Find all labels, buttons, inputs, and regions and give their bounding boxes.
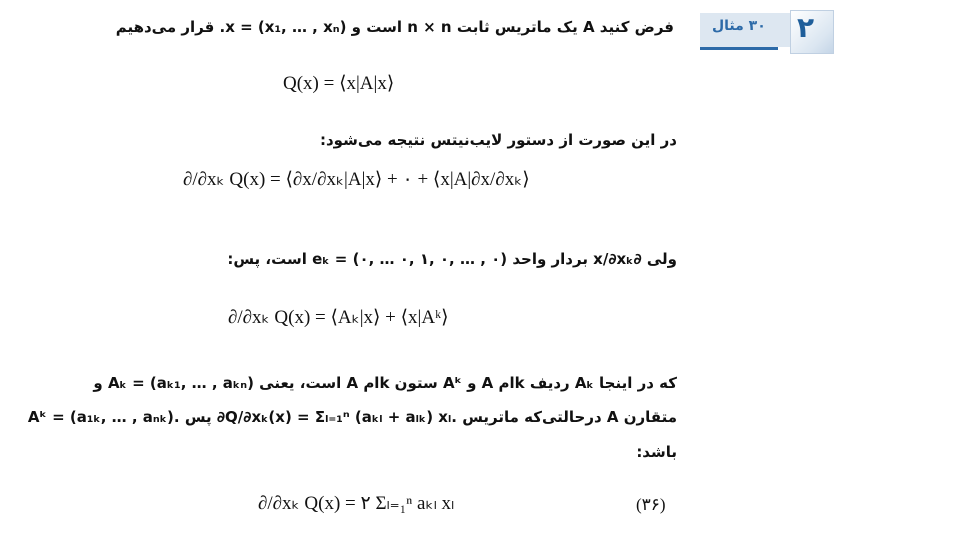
- equation-2: [183, 168, 530, 191]
- equation-3: [228, 306, 449, 329]
- example-underline: [700, 47, 778, 50]
- chapter-number: ۲: [797, 11, 815, 44]
- equation-4: [258, 492, 454, 515]
- equation-2-text: ∂/∂xₖ Q(x) = ⟨∂x/∂xₖ|A|x⟩ + ۰ + ⟨x|A|∂x/∂xₖ⟩: [183, 169, 530, 190]
- equation-1: [283, 72, 394, 95]
- paragraph-line-5: Aᵏ = (a₁ₖ, … , aₙₖ). پس ∂Q/∂xₖ(x) = Σₗ₌₁ⁿ (aₖₗ + aₗₖ) xₗ. درحالتی‌که ماتریس A متقارن: [27, 408, 677, 426]
- paragraph-line-2: در این صورت از دستور لایب‌نیتس نتیجه می‌شود:: [319, 131, 677, 149]
- paragraph-line-3: ولی ∂x/∂xₖ بردار واحد eₖ = (۰, … ۰, ۱, ۰, … , ۰) است، پس:: [227, 250, 677, 268]
- equation-3-text: ∂/∂xₖ Q(x) = ⟨Aₖ|x⟩ + ⟨x|Aᵏ⟩: [228, 307, 449, 328]
- example-header: [700, 5, 835, 55]
- example-label: ۳۰ مثال: [712, 18, 766, 34]
- equation-number-36: (۳۶): [636, 495, 666, 514]
- paragraph-line-6: باشد:: [636, 443, 677, 461]
- equation-1-text: Q(x) = ⟨x|A|x⟩: [283, 73, 395, 94]
- paragraph-line-4: که در اینجا Aₖ ردیف kام A و Aᵏ ستون kام A است، یعنی Aₖ = (aₖ₁, … , aₖₙ) و: [93, 374, 677, 392]
- paragraph-line-1: فرض کنید A یک ماتریس ثابت n × n است و x = (x₁, … , xₙ). قرار می‌دهیم: [115, 18, 674, 36]
- equation-4-text: ∂/∂xₖ Q(x) = ۲ Σₗ₌₁ⁿ aₖₗ xₗ: [258, 493, 455, 514]
